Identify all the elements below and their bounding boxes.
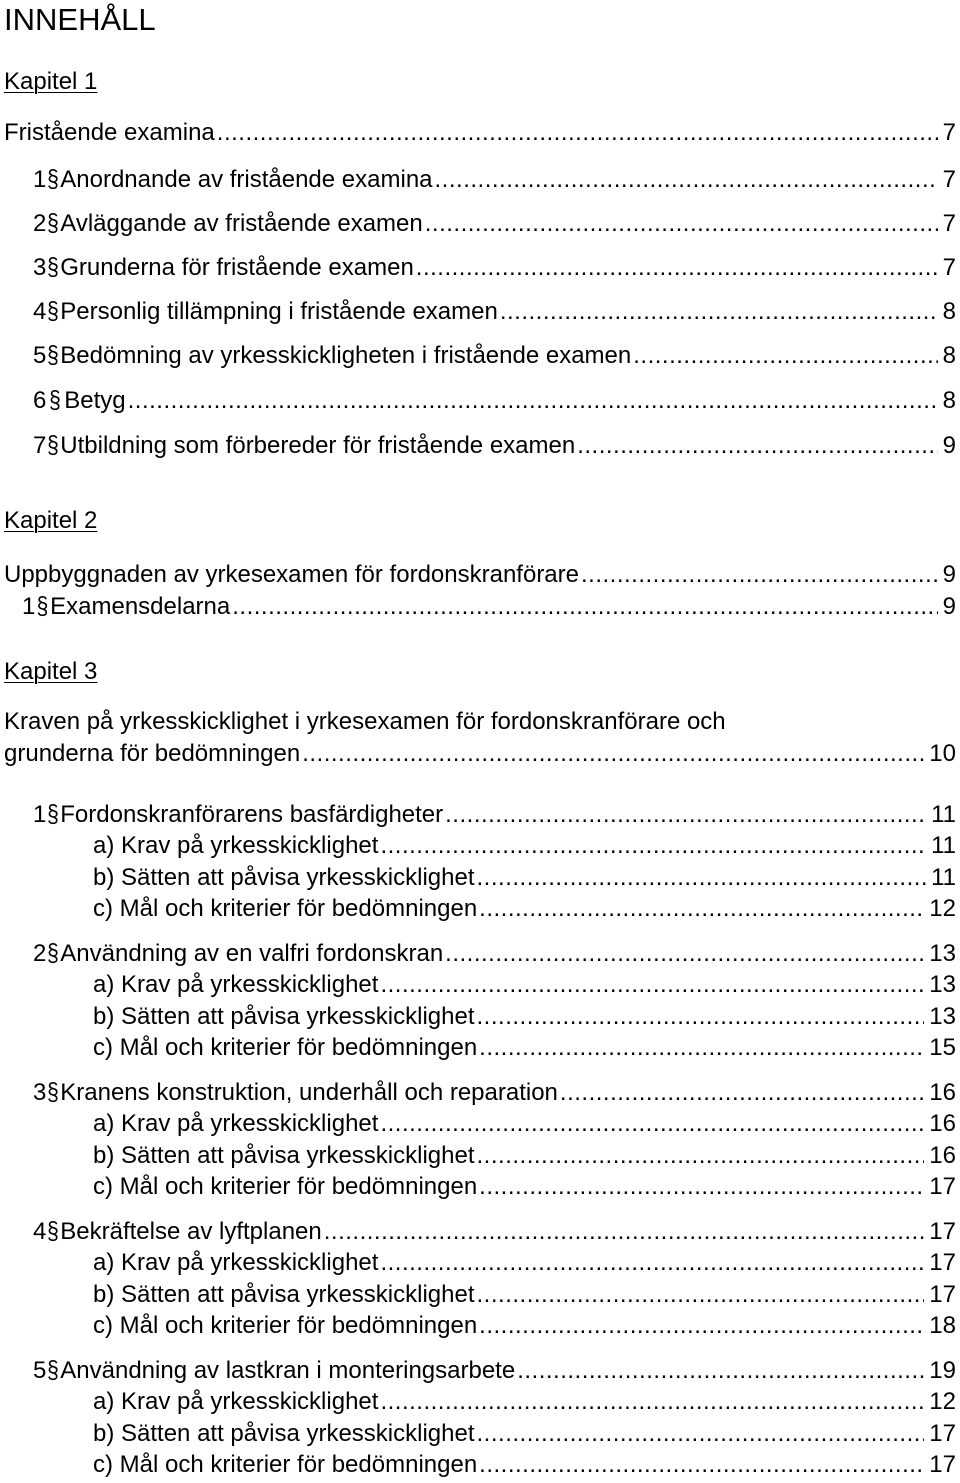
toc-text: b) Sätten att påvisa yrkesskicklighet [93,1420,475,1447]
toc-text: Personlig tillämpning i fristående examen [60,298,498,325]
leader-dots [479,1311,924,1341]
toc-text: Uppbyggnaden av yrkesexamen för fordonskranförare [4,561,579,588]
toc-page: 15 [929,1034,956,1061]
toc-page: 17 [929,1249,956,1276]
toc-text: Avläggande av fristående examen [60,210,423,237]
toc-text: a) Krav på yrkesskicklighet [93,1249,379,1276]
toc-text: b) Sätten att påvisa yrkesskicklighet [93,864,475,891]
leader-dots [477,1419,925,1449]
toc-subentry[interactable] [4,831,956,861]
toc-text: Användning av en valfri fordonskran [60,940,444,967]
toc-text: Kranens konstruktion, underhåll och reparation [60,1079,558,1106]
toc-text: Grunderna för fristående examen [60,254,414,281]
leader-dots [560,1078,924,1108]
toc-num: 6 [33,387,47,414]
toc-entry[interactable] [4,1355,956,1386]
toc-entry[interactable] [4,799,956,830]
toc-entry[interactable] [4,591,956,622]
toc-text: c) Mål och kriterier för bedömningen [93,1312,478,1339]
leader-dots [425,209,938,239]
toc-text: c) Mål och kriterier för bedömningen [93,1034,478,1061]
leader-dots [500,297,938,327]
toc-text: b) Sätten att påvisa yrkesskicklighet [93,1281,475,1308]
toc-page: 8 [942,387,956,414]
leader-dots [416,253,938,283]
section-sign-icon: § [47,1217,60,1245]
toc-page: 17 [929,1281,956,1308]
toc-page: 7 [942,166,956,193]
toc-page: 16 [929,1142,956,1169]
toc-text: Betyg [64,387,126,414]
leader-dots [479,894,924,924]
section-sign-icon: § [36,592,49,620]
toc-entry[interactable] [4,1216,956,1247]
toc-subentry[interactable] [4,1248,956,1278]
toc-text: Examensdelarna [50,593,231,620]
toc-page: 13 [929,971,956,998]
section-sign-icon: § [47,165,60,193]
leader-dots [217,118,938,148]
toc-entry[interactable] [4,296,956,327]
toc-entry-chapter-3[interactable] [4,739,956,769]
toc-page: 8 [942,298,956,325]
toc-subentry[interactable] [4,1387,956,1417]
leader-dots [232,592,937,622]
toc-num: 1 [33,801,47,828]
toc-entry-chapter-2[interactable] [4,560,956,590]
toc-page: 9 [942,593,956,620]
toc-subentry[interactable] [4,1141,956,1171]
toc-page: 11 [931,801,956,828]
chapter-1-label[interactable]: Kapitel 1 [4,68,98,95]
toc-num: 3 [33,254,47,281]
toc-page: 7 [942,254,956,281]
toc-page: 18 [929,1312,956,1339]
toc-num: 7 [33,432,47,459]
leader-dots [633,341,937,371]
toc-page: 9 [942,432,956,459]
toc-text: b) Sätten att påvisa yrkesskicklighet [93,1003,475,1030]
leader-dots [435,165,938,195]
toc-text: a) Krav på yrkesskicklighet [93,971,379,998]
toc-subentry[interactable] [4,894,956,924]
toc-text: a) Krav på yrkesskicklighet [93,832,379,859]
toc-num: 5 [33,342,47,369]
leader-dots [380,831,926,861]
section-sign-icon: § [47,1078,60,1106]
toc-text: c) Mål och kriterier för bedömningen [93,895,478,922]
section-sign-icon: § [49,386,62,414]
leader-dots [380,970,924,1000]
toc-num: 4 [33,298,47,325]
toc-num: 1 [33,166,47,193]
toc-subentry[interactable] [4,1172,956,1202]
toc-text: Anordnande av fristående examina [60,166,433,193]
toc-text: a) Krav på yrkesskicklighet [93,1110,379,1137]
toc-text: Fristående examina [4,119,215,146]
toc-text: Användning av lastkran i monteringsarbete [60,1357,516,1384]
leader-dots [380,1248,924,1278]
toc-entry[interactable] [4,1077,956,1108]
toc-entry[interactable] [4,385,956,416]
toc-entry[interactable] [4,430,956,461]
page-title: INNEHÅLL [4,2,156,37]
section-sign-icon: § [47,939,60,967]
toc-entry[interactable] [4,208,956,239]
toc-subentry[interactable] [4,1450,956,1480]
toc-page: 16 [929,1079,956,1106]
toc-text: Utbildning som förbereder för fristående examen [60,432,576,459]
leader-dots [324,1217,925,1247]
toc-page: 11 [931,832,956,859]
toc-text: Bedömning av yrkesskickligheten i fristående examen [60,342,632,369]
leader-dots [477,1002,925,1032]
leader-dots [477,863,927,893]
toc-num: 1 [22,593,36,620]
leader-dots [581,560,938,590]
leader-dots [302,739,924,769]
section-sign-icon: § [47,1356,60,1384]
leader-dots [479,1450,924,1480]
toc-subentry[interactable] [4,1109,956,1139]
toc-text: c) Mål och kriterier för bedömningen [93,1173,478,1200]
toc-text: a) Krav på yrkesskicklighet [93,1388,379,1415]
toc-subentry[interactable] [4,1311,956,1341]
toc-subentry[interactable] [4,1280,956,1310]
leader-dots [445,800,926,830]
section-sign-icon: § [47,297,60,325]
toc-page: 7 [942,119,956,146]
leader-dots [445,939,924,969]
leader-dots [477,1280,925,1310]
leader-dots [477,1141,925,1171]
chapter-3-label[interactable]: Kapitel 3 [4,658,98,685]
toc-subentry[interactable] [4,1419,956,1449]
toc-text: Bekräftelse av lyftplanen [60,1218,322,1245]
leader-dots [517,1356,924,1386]
toc-page: 7 [942,210,956,237]
toc-page: 17 [929,1218,956,1245]
toc-num: 4 [33,1218,47,1245]
toc-page: 8 [942,342,956,369]
toc-text: b) Sätten att påvisa yrkesskicklighet [93,1142,475,1169]
toc-subentry[interactable] [4,1033,956,1063]
toc-text: grunderna för bedömningen [4,740,301,767]
toc-entry-chapter-1[interactable] [4,118,956,148]
toc-page: 19 [929,1357,956,1384]
toc-num: 2 [33,210,47,237]
toc-page: 13 [929,940,956,967]
leader-dots [479,1172,924,1202]
toc-text: Fordonskranförarens basfärdigheter [60,801,444,828]
toc-page: 17 [929,1451,956,1478]
toc-page: 12 [929,1388,956,1415]
toc-page: 16 [929,1110,956,1137]
toc-entry[interactable] [4,938,956,969]
leader-dots [380,1387,924,1417]
section-sign-icon: § [47,253,60,281]
toc-num: 3 [33,1079,47,1106]
toc-text: c) Mål och kriterier för bedömningen [93,1451,478,1478]
toc-entry[interactable] [4,340,956,371]
toc-num: 2 [33,940,47,967]
section-sign-icon: § [47,431,60,459]
leader-dots [577,431,937,461]
toc-entry[interactable] [4,164,956,195]
toc-page: 12 [929,895,956,922]
toc-entry[interactable] [4,252,956,283]
toc-page: 10 [929,740,956,767]
chapter-2-label[interactable]: Kapitel 2 [4,507,98,534]
toc-page: 17 [929,1173,956,1200]
toc-subentry[interactable] [4,970,956,1000]
leader-dots [128,386,938,416]
toc-subentry[interactable] [4,1002,956,1032]
toc-page: 11 [931,864,956,891]
toc-page: 13 [929,1003,956,1030]
toc-num: 5 [33,1357,47,1384]
leader-dots [479,1033,924,1063]
toc-page: 9 [942,561,956,588]
toc-subentry[interactable] [4,863,956,893]
section-sign-icon: § [47,341,60,369]
section-sign-icon: § [47,209,60,237]
section-sign-icon: § [47,800,60,828]
leader-dots [380,1109,924,1139]
toc-page: 17 [929,1420,956,1447]
chapter-3-heading-line1: Kraven på yrkesskicklighet i yrkesexamen för fordonskranförare och [4,708,726,735]
